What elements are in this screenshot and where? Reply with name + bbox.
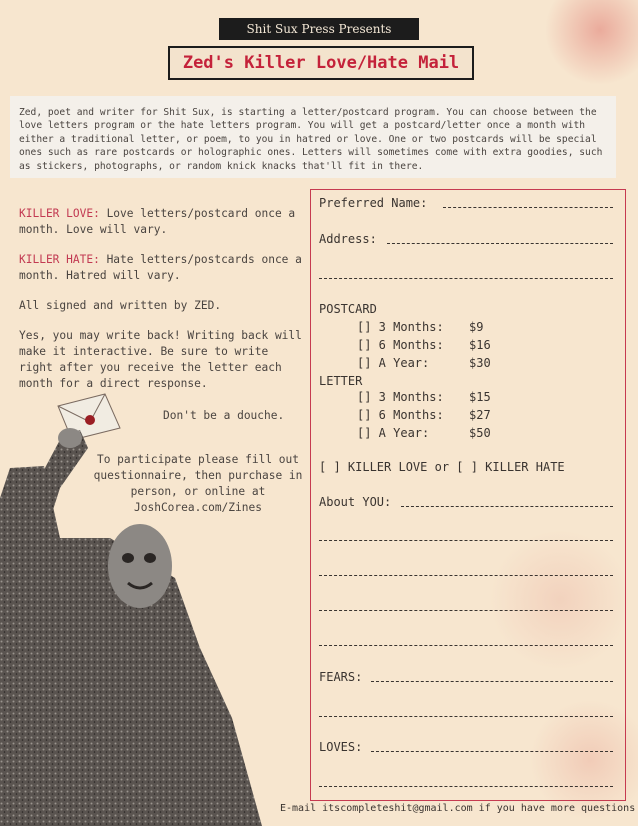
preferred-name-field[interactable] (443, 207, 613, 208)
fears-field-line-2[interactable] (319, 716, 613, 717)
participate-text: To participate please fill out questionnaire, then purchase in person, or online at (93, 453, 303, 498)
douche-note: Don't be a douche. (163, 409, 285, 422)
write-back-note: Yes, you may write back! Writing back will make it interactive. Be sure to write right after you receive the letter each month for a direct response. (19, 329, 302, 390)
address-field-line-1[interactable] (387, 243, 613, 244)
address-label: Address: (319, 232, 377, 246)
preferred-name-label: Preferred Name: (319, 196, 428, 210)
postcard-heading: POSTCARD (319, 302, 377, 316)
hate-label: KILLER HATE: (19, 253, 100, 266)
postcard-price-year: $30 (469, 356, 491, 370)
letter-price-3-months: $15 (469, 390, 491, 404)
site-link[interactable]: JoshCorea.com/Zines (134, 501, 262, 514)
about-you-field-line-5[interactable] (319, 645, 613, 646)
postcard-option-6-months[interactable]: [] 6 Months: (357, 338, 444, 352)
love-description (19, 206, 304, 238)
letter-price-year: $50 (469, 426, 491, 440)
hate-description (19, 252, 304, 284)
intro-paragraph: Zed, poet and writer for Shit Sux, is starting a letter/postcard program. You can choose between the love letters program or the hate letters program. You will get a postcard/letter once a month with either a traditional letter, or poem, to you in hatred or love. One or two postcards will be special ones such as rare postcards or holographic ones. Letters will sometimes come with extra goodies, such as stickers, photographs, or random knick knacks that'll fit in there. (10, 96, 616, 178)
about-you-field-line-3[interactable] (319, 575, 613, 576)
fears-field-line-1[interactable] (371, 681, 613, 682)
about-you-field-line-2[interactable] (319, 540, 613, 541)
postcard-option-year[interactable]: [] A Year: (357, 356, 430, 370)
letter-price-6-months: $27 (469, 408, 491, 422)
about-you-label: About YOU: (319, 495, 392, 509)
contact-email[interactable]: E-mail itscompleteshit@gmail.com if you have more questions (280, 803, 636, 814)
presents-banner: Shit Sux Press Presents (219, 18, 419, 40)
hate-text: Hate letters/postcards once a month. Hatred will vary. (19, 253, 302, 282)
letter-option-6-months[interactable]: [] 6 Months: (357, 408, 444, 422)
questionnaire-form (310, 189, 626, 801)
fears-label: FEARS: (319, 670, 363, 684)
about-you-field-line-4[interactable] (319, 610, 613, 611)
letter-heading: LETTER (319, 374, 363, 388)
program-description (19, 206, 304, 406)
signed-note: All signed and written by ZED. (19, 299, 222, 312)
page-title: Zed's Killer Love/Hate Mail (168, 46, 474, 80)
about-you-field-line-1[interactable] (401, 506, 613, 507)
love-hate-choice[interactable]: [ ] KILLER LOVE or [ ] KILLER HATE (319, 460, 565, 474)
loves-label: LOVES: (319, 740, 363, 754)
love-label: KILLER LOVE: (19, 207, 100, 220)
address-field-line-2[interactable] (319, 278, 613, 279)
zombie-figure-illustration (0, 388, 270, 826)
letter-option-3-months[interactable]: [] 3 Months: (357, 390, 444, 404)
postcard-price-3-months: $9 (469, 320, 484, 334)
love-text: Love letters/postcard once a month. Love will vary. (19, 207, 296, 236)
loves-field-line-1[interactable] (371, 751, 613, 752)
letter-option-year[interactable]: [] A Year: (357, 426, 430, 440)
postcard-option-3-months[interactable]: [] 3 Months: (357, 320, 444, 334)
loves-field-line-2[interactable] (319, 786, 613, 787)
postcard-price-6-months: $16 (469, 338, 491, 352)
